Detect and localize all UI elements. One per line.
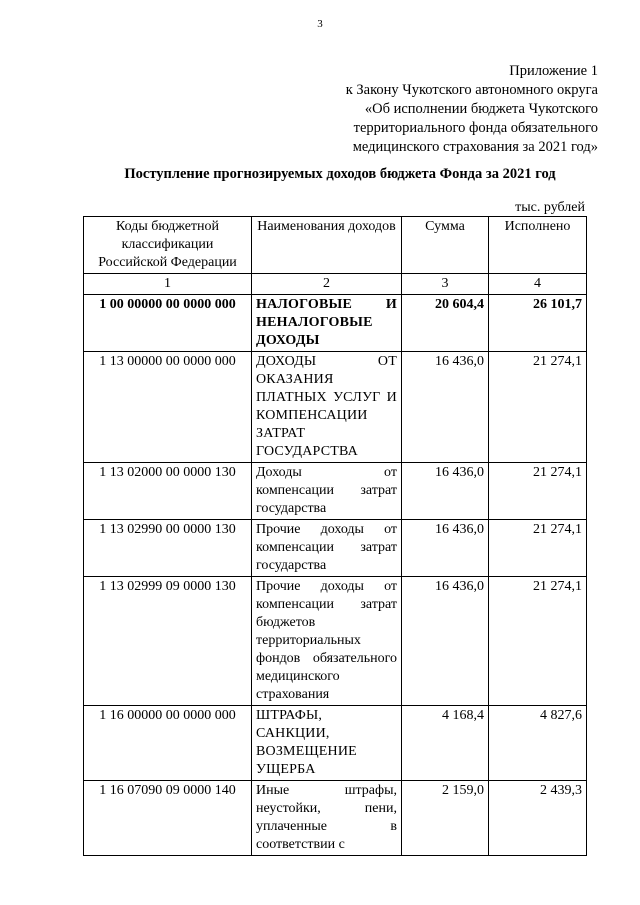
sum-value: 16 436,0	[402, 352, 489, 463]
appendix-line: к Закону Чукотского автономного округа	[345, 82, 598, 98]
units-label: тыс. рублей	[515, 200, 585, 215]
budget-code: 1 13 00000 00 0000 000	[84, 352, 252, 463]
page-number: 3	[317, 18, 323, 30]
table-row	[84, 352, 587, 463]
column-number: 1	[84, 274, 252, 295]
done-value: 21 274,1	[489, 352, 587, 463]
done-value: 4 827,6	[489, 706, 587, 781]
column-number: 2	[252, 274, 402, 295]
budget-code: 1 13 02000 00 0000 130	[84, 463, 252, 520]
table-row	[84, 463, 587, 520]
sum-value: 20 604,4	[402, 295, 489, 352]
done-value: 21 274,1	[489, 577, 587, 706]
table-row	[84, 295, 587, 352]
budget-code: 1 16 07090 09 0000 140	[84, 781, 252, 856]
table-row	[84, 577, 587, 706]
appendix-note	[258, 62, 598, 157]
appendix-line: медицинского страхования за 2021 год»	[352, 139, 598, 155]
appendix-line: Приложение 1	[509, 63, 598, 79]
income-name: Иные штрафы, неустойки, пени, уплаченные в соответствии с	[252, 781, 402, 856]
income-name: ДОХОДЫ ОТ ОКАЗАНИЯ ПЛАТНЫХ УСЛУГ И КОМПЕНСАЦИИ ЗАТРАТ ГОСУДАРСТВА	[252, 352, 402, 463]
income-name: НАЛОГОВЫЕ И НЕНАЛОГОВЫЕ ДОХОДЫ	[252, 295, 402, 352]
column-header-names: Наименования доходов	[252, 217, 402, 274]
table-row	[84, 781, 587, 856]
sum-value: 16 436,0	[402, 463, 489, 520]
sum-value: 16 436,0	[402, 577, 489, 706]
column-number-row	[84, 274, 587, 295]
done-value: 26 101,7	[489, 295, 587, 352]
column-header-codes: Коды бюджетной классификации Российской Федерации	[84, 217, 252, 274]
table-row	[84, 520, 587, 577]
income-name: Прочие доходы от компенсации затрат государства	[252, 520, 402, 577]
column-number: 3	[402, 274, 489, 295]
appendix-line: «Об исполнении бюджета Чукотского	[364, 101, 598, 117]
column-header-sum: Сумма	[402, 217, 489, 274]
income-name: Доходы от компенсации затрат государства	[252, 463, 402, 520]
column-number: 4	[489, 274, 587, 295]
budget-code: 1 13 02990 00 0000 130	[84, 520, 252, 577]
income-name: ШТРАФЫ, САНКЦИИ, ВОЗМЕЩЕНИЕ УЩЕРБА	[252, 706, 402, 781]
income-table	[83, 216, 587, 856]
budget-code: 1 13 02999 09 0000 130	[84, 577, 252, 706]
done-value: 21 274,1	[489, 463, 587, 520]
table-header-row	[84, 217, 587, 274]
budget-code: 1 00 00000 00 0000 000	[84, 295, 252, 352]
sum-value: 4 168,4	[402, 706, 489, 781]
income-name: Прочие доходы от компенсации затрат бюджетов территориальных фондов обязательного медицинского страхования	[252, 577, 402, 706]
done-value: 21 274,1	[489, 520, 587, 577]
budget-code: 1 16 00000 00 0000 000	[84, 706, 252, 781]
column-header-done: Исполнено	[489, 217, 587, 274]
sum-value: 2 159,0	[402, 781, 489, 856]
done-value: 2 439,3	[489, 781, 587, 856]
page-title: Поступление прогнозируемых доходов бюджета Фонда за 2021 год	[124, 166, 556, 182]
appendix-line: территориального фонда обязательного	[353, 120, 598, 136]
table-row	[84, 706, 587, 781]
sum-value: 16 436,0	[402, 520, 489, 577]
